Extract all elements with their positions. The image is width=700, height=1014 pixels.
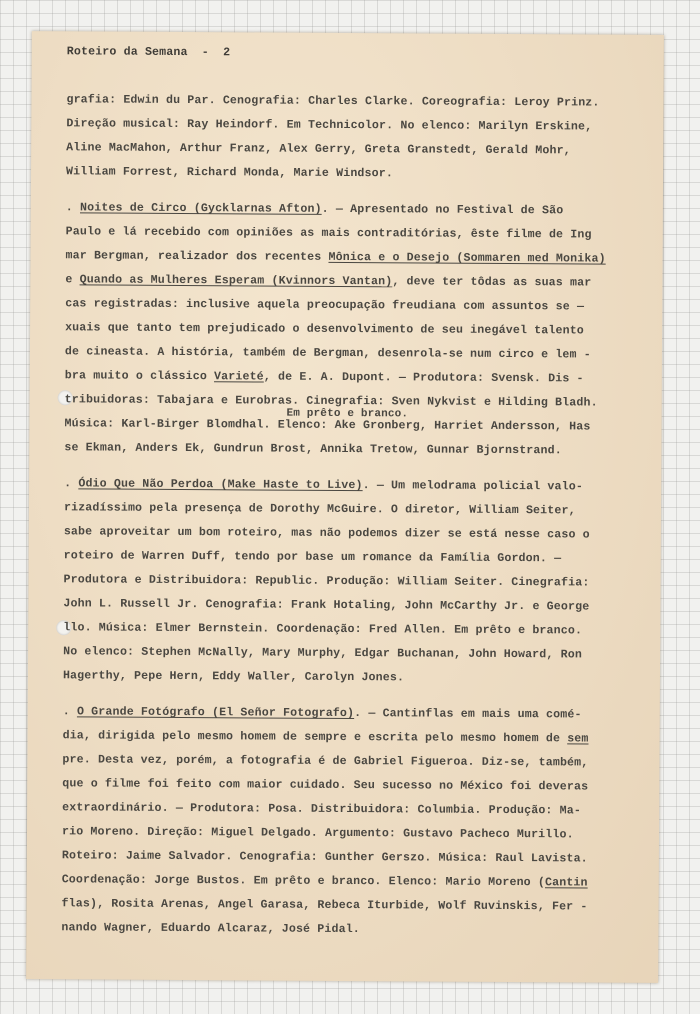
text-line	[62, 873, 588, 889]
text-line: Direção musical: Ray Heindorf. Em Technicolor. No elenco: Marilyn Erskine,	[66, 117, 593, 134]
text-line: Hagerthy, Pepe Hern, Eddy Waller, Carolyn Jones.	[62, 669, 405, 685]
text-line: Aline MacMahon, Arthur Franz, Alex Gerry, Greta Granstedt, Gerald Mohr,	[66, 141, 571, 158]
text-line: de cineasta. A história, também de Bergman, desenrola-se num circo e lem -	[64, 345, 591, 362]
text-line: flas), Rosita Arenas, Angel Garasa, Rebeca Iturbide, Wolf Ruvinskis, Fer -	[61, 897, 588, 914]
text-span: , deve ter tôdas as suas mar	[392, 275, 592, 290]
typed-page	[26, 31, 664, 983]
film-title: Mônica e o Desejo (Sommaren med Monika)	[328, 250, 606, 266]
text-line: rio Moreno. Direção: Miguel Delgado. Argumento: Gustavo Pacheco Murillo.	[61, 825, 574, 842]
text-span: . — Apresentado no Festival de São	[321, 202, 564, 218]
film-title: Noites de Circo (Gycklarnas Afton)	[80, 201, 322, 216]
text-line	[63, 729, 589, 745]
typed-text	[61, 45, 659, 937]
text-span: dia, dirigida pelo mesmo homem de sempre e escrita pelo mesmo homem de	[62, 729, 568, 746]
text-line	[65, 249, 605, 265]
text-span: . — Um melodrama policial valo-	[362, 479, 584, 494]
text-line: John L. Russell Jr. Cenografia: Frank Hotaling, John McCarthy Jr. e George	[63, 597, 590, 614]
text-span: , de E. A. Dupont. — Produtora: Svensk. Dis -	[263, 370, 584, 386]
text-line: William Forrest, Richard Monda, Marie Windsor.	[66, 165, 394, 181]
text-line: cas registradas: inclusive aquela preocupação freudiana com assuntos se —	[65, 297, 585, 314]
text-line: nando Wagner, Eduardo Alcaraz, José Pidal.	[61, 921, 360, 937]
text-line: sabe aproveitar um bom roteiro, mas não podemos dizer se está nesse caso o	[63, 525, 590, 542]
bullet: .	[62, 705, 78, 719]
text-line	[64, 477, 583, 493]
typed-insertion: Em prêto e branco.	[286, 407, 409, 421]
text-span: bra muito o clássico	[64, 369, 215, 384]
text-line: pre. Desta vez, porém, a fotografia é de Gabriel Figueroa. Diz-se, também,	[62, 753, 589, 770]
text-line: tribuidoras: Tabajara e Eurobras. Cinegrafia: Sven Nykvist e Hilding Bladh.	[64, 393, 598, 410]
text-line: grafia: Edwin du Par. Cenografia: Charles Clarke. Coreografia: Leroy Prinz.	[66, 93, 600, 110]
film-title: Quando as Mulheres Esperam (Kvinnors Vantan)	[79, 273, 393, 289]
bullet: .	[65, 201, 81, 215]
underlined-word: Cantin	[544, 876, 588, 890]
text-line: roteiro de Warren Duff, tendo por base um romance da Família Gordon. —	[63, 549, 562, 566]
text-span: Coordenação: Jorge Bustos. Em prêto e branco. Elenco: Mario Moreno (	[61, 873, 546, 890]
text-line	[65, 273, 591, 289]
text-span: mar Bergman, realizador dos recentes	[65, 249, 329, 264]
text-line	[65, 369, 584, 385]
page-header: Roteiro da Semana - 2	[66, 45, 231, 60]
text-line: rizadíssimo pela presença de Dorothy McGuire. O diretor, William Seiter,	[63, 501, 576, 518]
underlined-word: sem	[567, 732, 589, 746]
text-line: Roteiro: Jaime Salvador. Cenografia: Gunther Gerszo. Música: Raul Lavista.	[61, 849, 588, 866]
text-line	[63, 705, 582, 721]
bullet: .	[64, 477, 79, 491]
text-line: llo. Música: Elmer Bernstein. Coordenação: Fred Allen. Em prêto e branco.	[63, 621, 583, 638]
film-title: O Grande Fotógrafo (El Señor Fotografo)	[76, 705, 355, 721]
text-span: . — Cantinflas em mais uma comé-	[354, 707, 582, 722]
film-title: Varieté	[214, 370, 264, 384]
film-title: Ódio Que Não Perdoa (Make Haste to Live)	[78, 477, 363, 493]
text-line	[66, 201, 564, 217]
text-line: se Ekman, Anders Ek, Gundrun Brost, Annika Tretow, Gunnar Bjornstrand.	[64, 441, 562, 458]
text-line: Produtora e Distribuidora: Republic. Produção: William Seiter. Cinegrafia:	[63, 573, 590, 590]
text-line: que o filme foi feito com maior cuidado. Seu sucesso no México foi deveras	[62, 777, 589, 794]
text-line: extraordinário. — Produtora: Posa. Distribuidora: Columbia. Produção: Ma-	[62, 801, 582, 818]
text-span: e	[65, 273, 80, 287]
text-line: xuais que tanto tem prejudicado o desenvolvimento de seu inegável talento	[65, 321, 584, 338]
text-line: Paulo e lá recebido com opiniões as mais contraditórias, êste filme de Ing	[65, 225, 592, 242]
text-line: No elenco: Stephen McNally, Mary Murphy, Edgar Buchanan, John Howard, Ron	[63, 645, 582, 662]
text-line: Música: Karl-Birger Blomdhal. Elenco: Ake Gronberg, Harriet Andersson, Has	[64, 417, 591, 434]
